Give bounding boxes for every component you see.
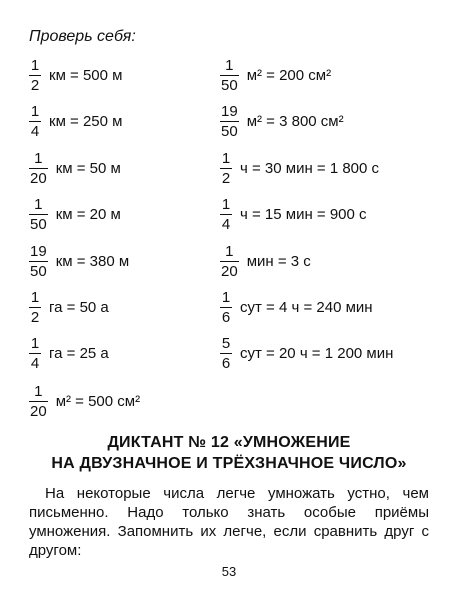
conversion-expression: км = 50 м	[55, 159, 121, 177]
conversion-right-3	[220, 146, 379, 190]
fraction: $\frac{1}{6}$	[221, 288, 231, 326]
conversion-expression: м² = 3 800 см²	[246, 112, 344, 130]
conversion-left-8	[29, 379, 140, 423]
conversion-expression: га = 50 а	[49, 298, 109, 316]
conversion-left-4	[29, 192, 121, 236]
conversion-left-5	[29, 239, 129, 283]
conversion-left-2	[29, 99, 122, 143]
fraction: $\frac{1}{2}$	[30, 288, 40, 326]
fraction: $\frac{1}{2}$	[221, 149, 231, 187]
dictation-heading-line-1: ДИКТАНТ № 12 «УМНОЖЕНИЕ	[107, 434, 351, 451]
conversion-expression: км = 500 м	[49, 66, 123, 84]
dictation-heading-line-2: НА ДВУЗНАЧНОЕ И ТРЁХЗНАЧНОЕ ЧИСЛО»	[51, 455, 407, 472]
conversion-expression: км = 20 м	[55, 205, 121, 223]
conversion-expression: ч = 15 мин = 900 с	[240, 205, 367, 223]
fraction: $\frac{19}{50}$	[30, 242, 47, 280]
conversion-right-6	[220, 285, 373, 329]
fraction: $\frac{1}{20}$	[30, 149, 47, 187]
dictation-intro-paragraph: На некоторые числа легче умножать устно, чем письменно. Надо только знать особые приёмы умножения. Запомнить их легче, если сравнить друг с другом:	[29, 485, 429, 559]
conversion-left-3	[29, 146, 121, 190]
fraction: $\frac{1}{20}$	[30, 382, 47, 420]
conversion-expression: га = 25 а	[49, 344, 109, 362]
fraction: $\frac{1}{4}$	[30, 334, 40, 372]
conversion-left-6	[29, 285, 109, 329]
conversion-left-1	[29, 53, 122, 97]
conversion-right-4	[220, 192, 367, 236]
conversion-expression: сут = 4 ч = 240 мин	[240, 298, 373, 316]
conversion-expression: м² = 200 см²	[246, 66, 332, 84]
conversion-expression: км = 380 м	[55, 252, 130, 270]
conversion-expression: м² = 500 см²	[55, 392, 141, 410]
fraction: $\frac{1}{50}$	[30, 195, 47, 233]
conversion-expression: сут = 20 ч = 1 200 мин	[240, 344, 394, 362]
conversion-right-5	[220, 239, 311, 283]
conversion-left-7	[29, 331, 109, 375]
fraction: $\frac{1}{50}$	[221, 56, 238, 94]
fraction: $\frac{5}{6}$	[221, 334, 231, 372]
fraction: $\frac{19}{50}$	[221, 102, 238, 140]
fraction: $\frac{1}{20}$	[221, 242, 238, 280]
fraction: $\frac{1}{4}$	[30, 102, 40, 140]
conversion-right-2	[220, 99, 344, 143]
fraction: $\frac{1}{2}$	[30, 56, 40, 94]
check-yourself-title: Проверь себя:	[29, 28, 136, 45]
conversion-expression: ч = 30 мин = 1 800 с	[240, 159, 380, 177]
page-number: 53	[221, 564, 237, 579]
conversion-expression: мин = 3 с	[246, 252, 311, 270]
conversion-right-1	[220, 53, 331, 97]
conversion-right-7	[220, 331, 393, 375]
fraction: $\frac{1}{4}$	[221, 195, 231, 233]
conversion-expression: км = 250 м	[49, 112, 123, 130]
